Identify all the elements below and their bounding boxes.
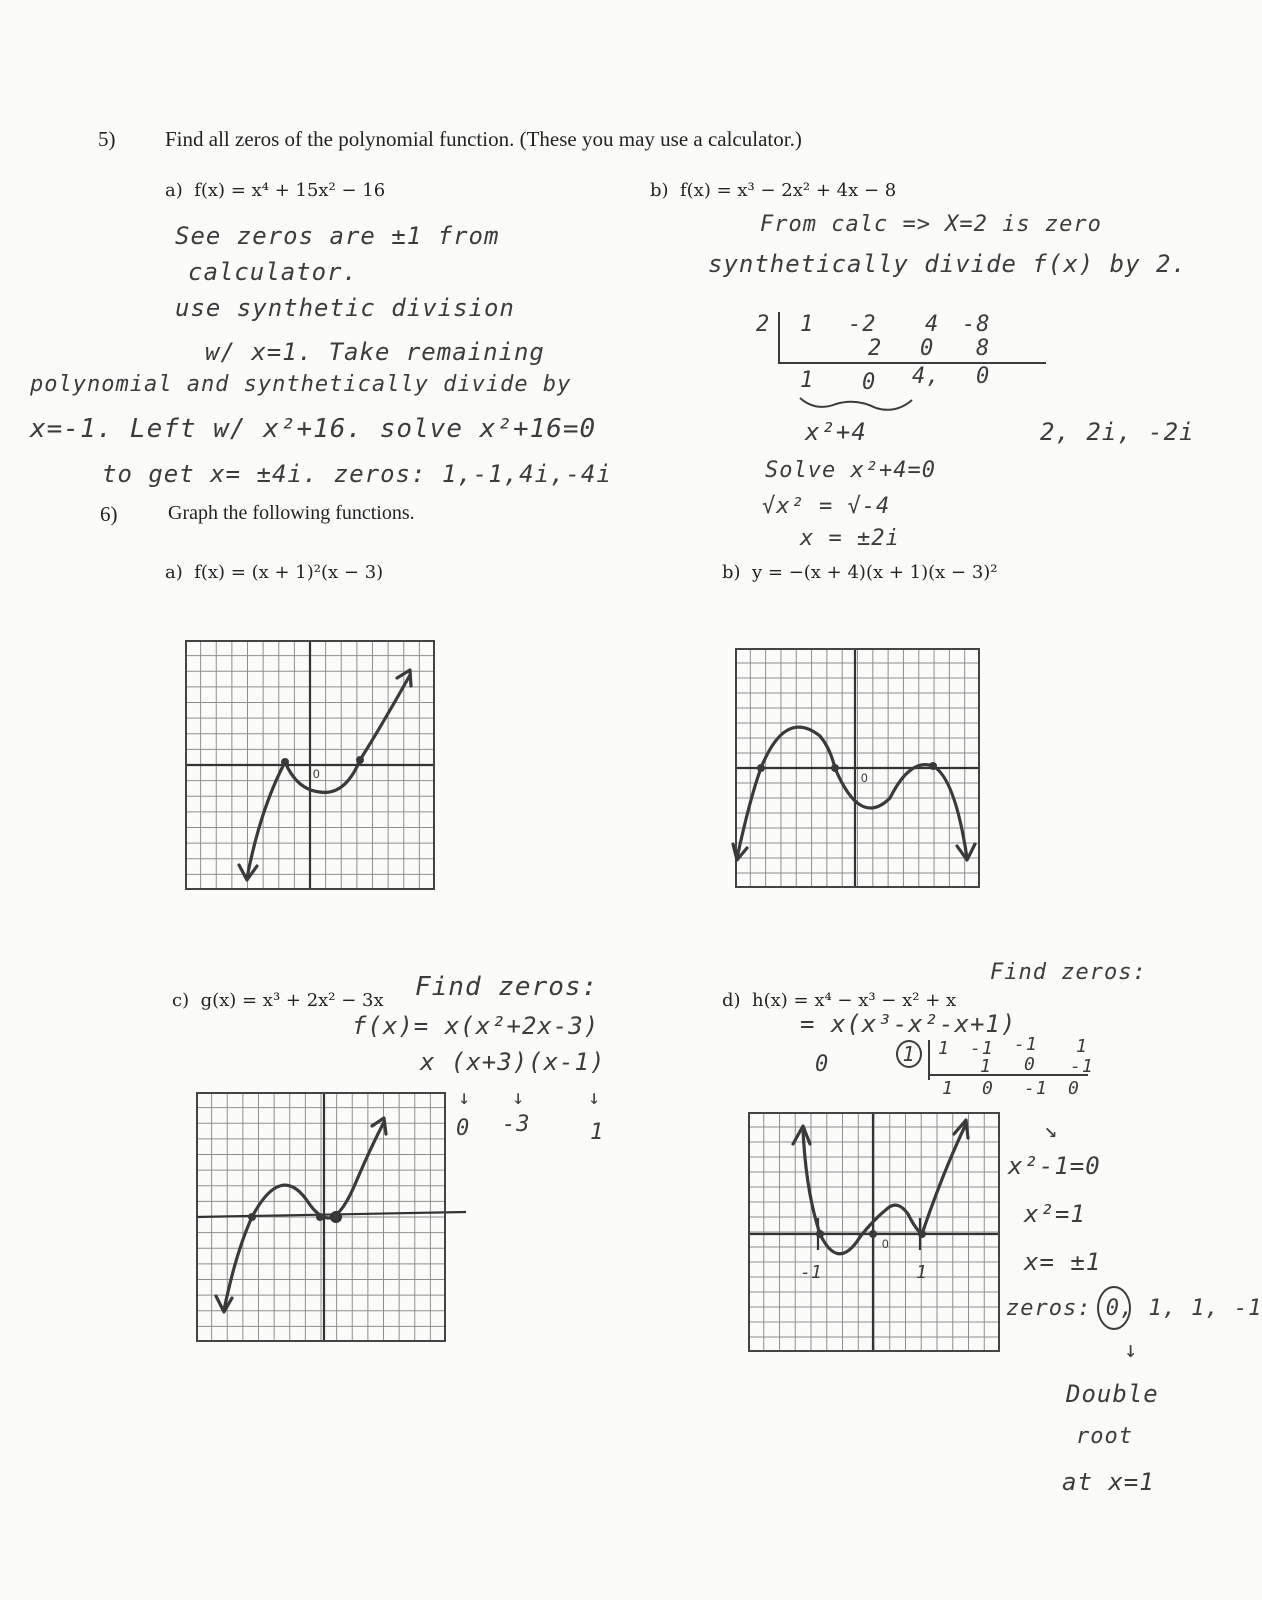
problem-5a-work-line-5: polynomial and synthetically divide by (30, 372, 572, 397)
graph-6c-zero-point (331, 1212, 341, 1222)
graph-6d-tick-label-pos1: 1 (916, 1262, 927, 1283)
problem-6a-label: a) (165, 562, 183, 583)
synthetic-6d-row3-c2: 0 (982, 1078, 994, 1099)
problem-6d-heading (722, 990, 956, 1011)
problem-6-prompt: Graph the following functions. (168, 502, 415, 524)
problem-6d-label: d) (722, 990, 741, 1011)
problem-6c-arrow-1: ↓ (458, 1085, 472, 1109)
graph-6a (185, 640, 435, 890)
synthetic-5b-brace (796, 394, 916, 416)
problem-6c-zero-2: -3 (502, 1112, 531, 1137)
synthetic-5b-bracket (778, 312, 780, 364)
synthetic-5b-row2-c2: 2 (868, 336, 883, 361)
problem-6c-arrow-3: ↓ (588, 1085, 602, 1109)
problem-5b-quotient: x²+4 (805, 418, 867, 446)
synthetic-5b-row1-c3: 4 (925, 312, 940, 337)
synthetic-6d-row2-c2: 1 (980, 1056, 992, 1077)
problem-5-number: 5) (98, 127, 116, 151)
problem-6d-solve-line-3: x= ±1 (1024, 1248, 1102, 1276)
problem-6c-arrow-2: ↓ (512, 1085, 526, 1109)
graph-6b-zero-point (831, 764, 839, 772)
problem-5b-work-line-1: From calc => X=2 is zero (760, 212, 1102, 237)
problem-6d-find-zeros: Find zeros: (990, 960, 1147, 985)
synthetic-5b-divisor: 2 (756, 312, 771, 337)
problem-6-number: 6) (100, 502, 118, 526)
graph-6d-zero-point (869, 1230, 877, 1238)
synthetic-6d-row3-c1: 1 (942, 1078, 954, 1099)
problem-6d-zeros: zeros: 0, 1, 1, -1 (1006, 1296, 1262, 1321)
problem-6d-note-arrow: ↓ (1124, 1338, 1139, 1363)
problem-6c-work-line-1: Find zeros: (415, 972, 599, 1002)
problem-5a-work-line-4: w/ x=1. Take remaining (205, 338, 545, 366)
problem-6c-work-line-3: x (x+3)(x-1) (420, 1048, 606, 1076)
graph-6d-zero-point (816, 1230, 824, 1238)
problem-6d-equation: h(x) = x⁴ − x³ − x² + x (752, 990, 957, 1011)
problem-5b-solve-line-3: x = ±2i (800, 526, 900, 551)
synthetic-5b-row1-c1: 1 (800, 312, 815, 337)
graph-6b-curve (737, 727, 967, 858)
graph-6a-zero-point (281, 758, 289, 766)
graph-6a-zero-point (356, 756, 364, 764)
synthetic-5b-row2-c4: 8 (976, 336, 991, 361)
graph-6a-origin-label: 0 (313, 767, 320, 781)
problem-5b-solve-line-2: √x² = √-4 (762, 494, 891, 519)
problem-5a-label: a) (165, 180, 183, 201)
synthetic-5b-row1-c2: -2 (848, 312, 877, 337)
problem-6d-zero0: 0 (815, 1052, 830, 1077)
synthetic-6d-row1-c4: 1 (1076, 1036, 1088, 1057)
graph-6c (196, 1092, 446, 1342)
problem-6d-solve-line-2: x²=1 (1024, 1200, 1086, 1228)
synthetic-6d-row2-c4: -1 (1070, 1056, 1094, 1077)
graph-6b-zero-point (929, 762, 937, 770)
synthetic-5b-row3-c1: 1 (800, 368, 815, 393)
problem-6a-equation: f(x) = (x + 1)²(x − 3) (194, 562, 384, 583)
problem-5a-work-line-1: See zeros are ±1 from (175, 222, 500, 250)
graph-6d-origin-label: 0 (882, 1237, 889, 1251)
graph-6d (748, 1112, 1000, 1352)
problem-5b-work-line-2: synthetically divide f(x) by 2. (708, 250, 1187, 278)
synthetic-5b-row2-c3: 0 (920, 336, 935, 361)
problem-5a-work-line-3: use synthetic division (175, 294, 515, 322)
problem-6b-label: b) (722, 562, 741, 583)
graph-6a-curve (247, 675, 410, 878)
problem-6d-arrow: ↘ (1044, 1118, 1059, 1143)
problem-6b-equation: y = −(x + 4)(x + 1)(x − 3)² (752, 562, 998, 583)
problem-6d-factored: = x(x³-x²-x+1) (800, 1010, 1017, 1038)
problem-5-prompt: Find all zeros of the polynomial function. (These you may use a calculator.) (165, 127, 802, 151)
problem-6c-heading (172, 990, 384, 1011)
problem-5b-label: b) (650, 180, 669, 201)
graph-6c-zero-point (316, 1213, 324, 1221)
synthetic-5b-row3-c4: 0 (976, 364, 991, 389)
synthetic-6d-row1-c2: -1 (970, 1038, 994, 1059)
synthetic-6d-row1-c3: -1 (1014, 1034, 1038, 1055)
graph-6b (735, 648, 980, 888)
graph-6b-zero-point (757, 764, 765, 772)
graph-6b-origin-label: 0 (861, 771, 868, 785)
problem-5a-heading (165, 180, 385, 201)
graph-6d-tick-label-neg1: -1 (800, 1262, 822, 1283)
problem-5b-solve-line-1: Solve x²+4=0 (765, 458, 936, 483)
problem-6b-heading (722, 562, 998, 583)
graph-6d-zero-point (918, 1230, 926, 1238)
problem-6d-solve-line-1: x²-1=0 (1008, 1152, 1101, 1180)
synthetic-5b-row3-c3: 4, (912, 364, 941, 389)
synthetic-5b-row3-c2: 0 (862, 370, 877, 395)
problem-5a-work-line-6: x=-1. Left w/ x²+16. solve x²+16=0 (30, 414, 597, 444)
graph-6c-zero-point (248, 1213, 256, 1221)
problem-6c-zero-1: 0 (456, 1116, 471, 1141)
synthetic-6d-row3-c3: -1 (1024, 1078, 1048, 1099)
problem-5a-work-line-2: calculator. (188, 258, 358, 286)
problem-6c-work-line-2: f(x)= x(x²+2x-3) (352, 1012, 600, 1040)
synthetic-6d-row1-c1: 1 (938, 1038, 950, 1059)
problem-5b-heading (650, 180, 896, 201)
synthetic-6d-row3-c4: 0 (1068, 1078, 1080, 1099)
problem-5a-equation: f(x) = x⁴ + 15x² − 16 (194, 180, 386, 201)
synthetic-5b-row1-c4: -8 (962, 312, 991, 337)
problem-6d-note-line-1: Double (1066, 1380, 1159, 1408)
synthetic-6d-row2-c3: 0 (1024, 1054, 1036, 1075)
problem-6a-heading (165, 562, 383, 583)
problem-6d-note-line-3: at x=1 (1062, 1468, 1155, 1496)
problem-6d-double-root-circle (1097, 1286, 1131, 1330)
problem-6c-zero-3: 1 (590, 1120, 605, 1145)
synthetic-6d-rule (928, 1074, 1088, 1076)
problem-5a-work-line-7: to get x= ±4i. zeros: 1,-1,4i,-4i (102, 460, 612, 488)
problem-6c-equation: g(x) = x³ + 2x² − 3x (200, 990, 384, 1011)
synthetic-6d-divisor: 1 (896, 1040, 922, 1068)
problem-5b-answer: 2, 2i, -2i (1040, 418, 1195, 446)
problem-6d-note-line-2: root (1076, 1424, 1133, 1449)
problem-6c-label: c) (172, 990, 190, 1011)
problem-5b-equation: f(x) = x³ − 2x² + 4x − 8 (680, 180, 897, 201)
